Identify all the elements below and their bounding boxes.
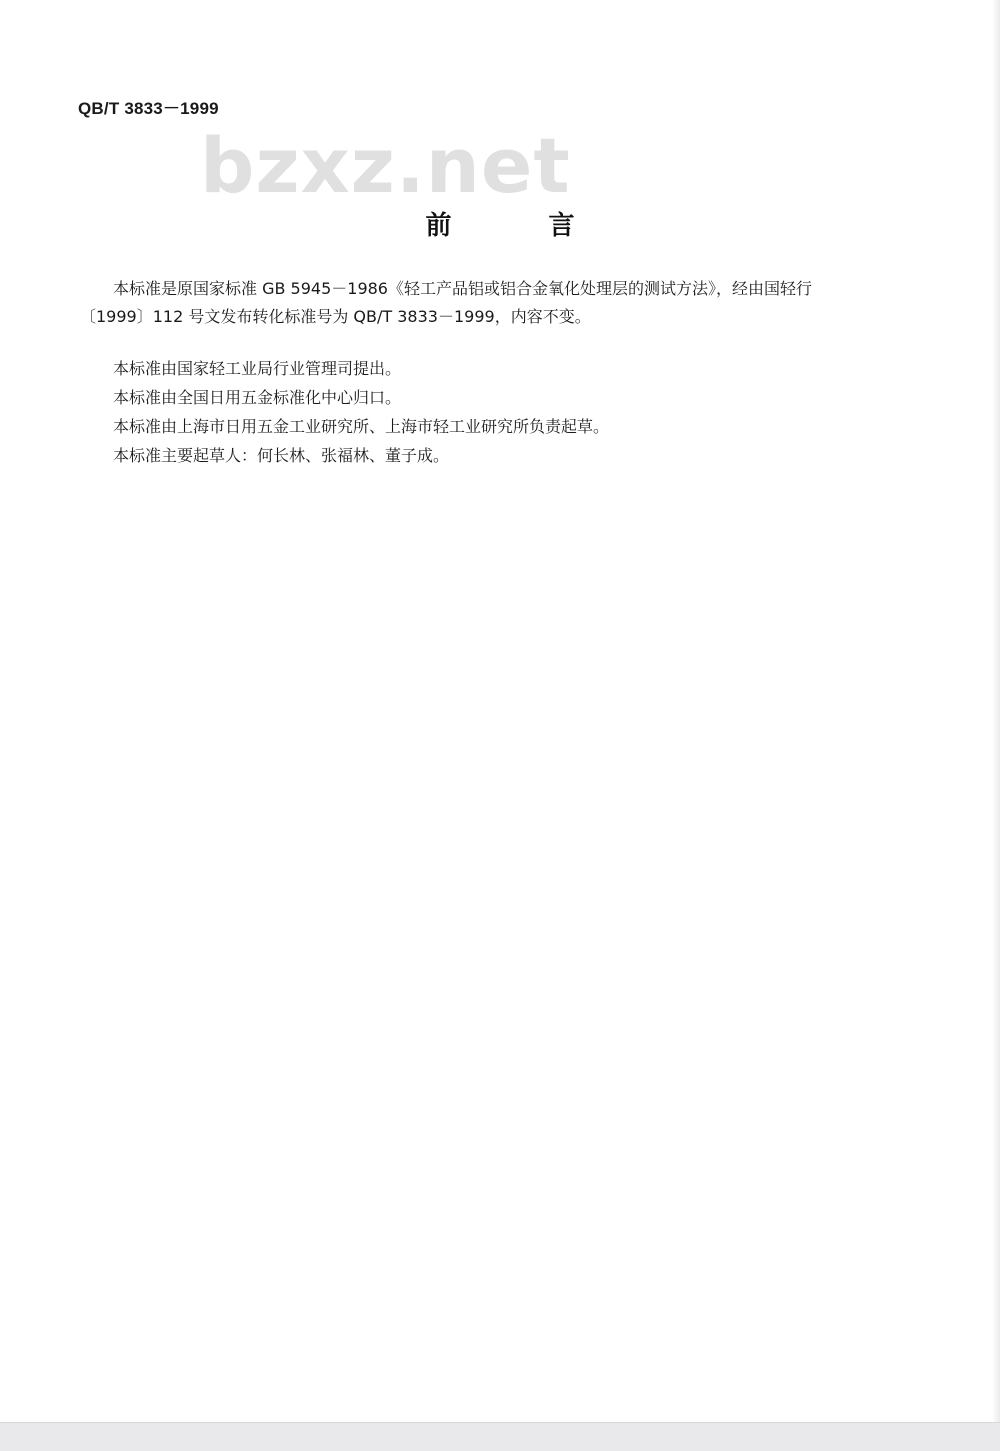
viewer-bottom-bar: [0, 1422, 1000, 1451]
proposed-by-statement: 本标准由国家轻工业局行业管理司提出。: [113, 359, 402, 378]
drafted-by-statement: 本标准由上海市日用五金工业研究所、上海市轻工业研究所负责起草。: [113, 417, 610, 436]
watermark-logo: bzxz.net: [200, 121, 571, 210]
centralized-by-statement: 本标准由全国日用五金标准化中心归口。: [113, 388, 402, 407]
foreword-paragraph-line-2: 〔1999〕112 号文发布转化标准号为 QB/T 3833－1999，内容不变。: [80, 307, 591, 326]
main-drafters-statement: 本标准主要起草人：何长林、张福林、董子成。: [113, 446, 450, 465]
page-title: 前 言: [425, 211, 619, 241]
foreword-paragraph-line-1: 本标准是原国家标准 GB 5945－1986《轻工产品铝或铝合金氧化处理层的测试方法》，经由国轻行: [113, 279, 812, 298]
document-code: QB/T 3833－1999: [78, 99, 219, 118]
page-edge-shadow: [992, 0, 1000, 1450]
